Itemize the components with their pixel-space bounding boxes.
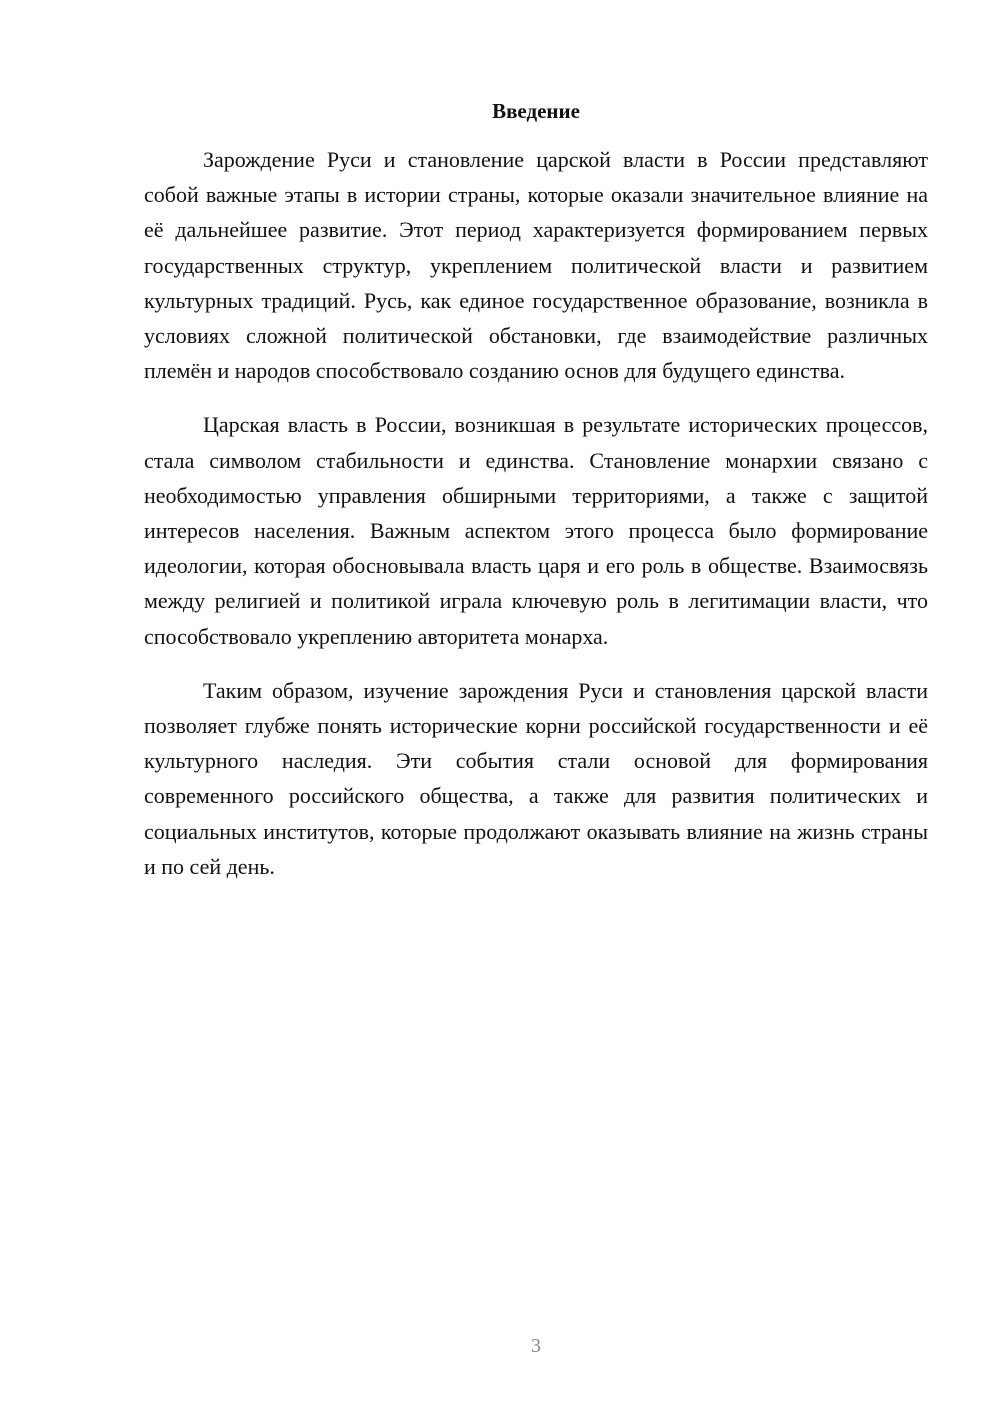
- paragraph-1: Зарождение Руси и становление царской власти в России представляют собой важные этапы в истории страны, которые оказали значительное влияние на её дальнейшее развитие. Этот период характеризуется формированием первых государственных структур, укреплением политической власти и развитием культурных традиций. Русь, как единое государственное образование, возникла в условиях сложной политической обстановки, где взаимодействие различных племён и народов способствовало созданию основ для будущего единства.: [144, 147, 928, 384]
- page-number: 3: [531, 1335, 541, 1357]
- body-text: [144, 142, 928, 903]
- paragraph-3: Таким образом, изучение зарождения Руси и становления царской власти позволяет глубже понять исторические корни российской государственности и её культурного наследия. Эти события стали основой для формирования современного российского общества, а также для развития политических и социальных институтов, которые продолжают оказывать влияние на жизнь страны и по сей день.: [144, 677, 928, 879]
- paragraph-2: Царская власть в России, возникшая в результате исторических процессов, стала символом стабильности и единства. Становление монархии связано с необходимостью управления обширными территориями, а также с защитой интересов населения. Важным аспектом этого процесса было формирование идеологии, которая обосновывала власть царя и его роль в обществе. Взаимосвязь между религией и политикой играла ключевую роль в легитимации власти, что способствовало укреплению авторитета монарха.: [144, 412, 928, 649]
- section-heading: Введение: [492, 99, 580, 123]
